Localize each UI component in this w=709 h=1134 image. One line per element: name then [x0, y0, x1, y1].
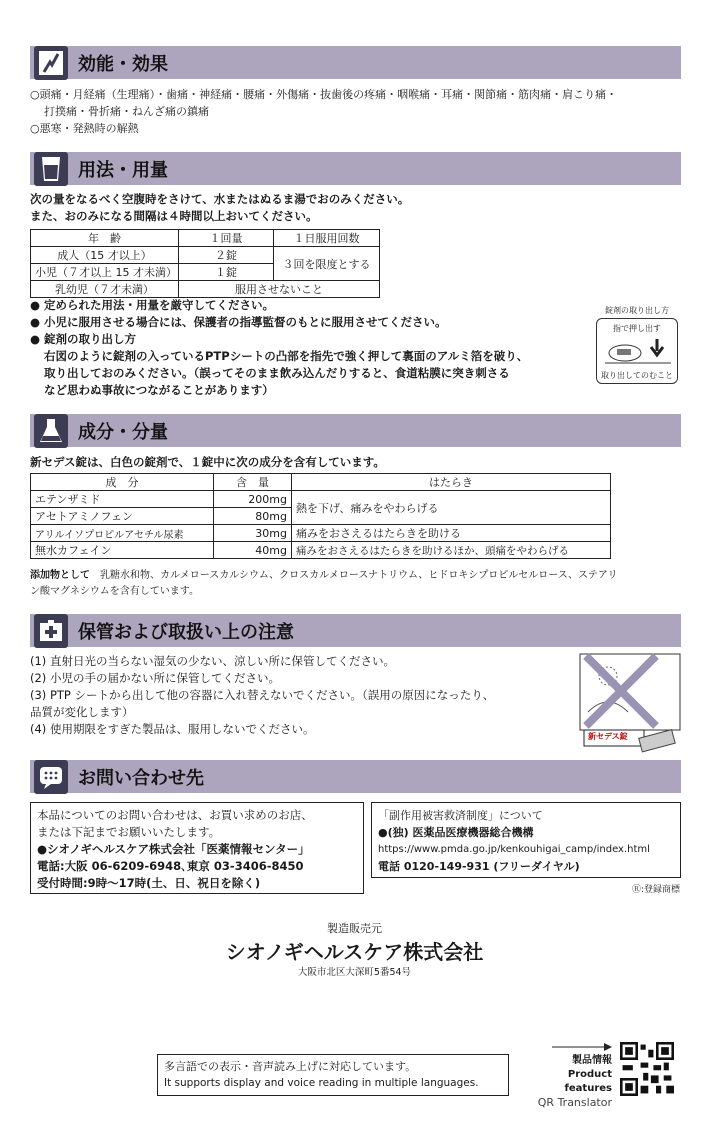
- dosage-times-merged: ３回を限度とする: [274, 247, 380, 281]
- qr-notice-en: It supports display and voice reading in multiple languages.: [164, 1077, 479, 1089]
- ingredients-header-amount: 含 量: [214, 474, 292, 491]
- flask-icon: [34, 414, 68, 448]
- storage-item-3b: 品質が変化します）: [30, 705, 134, 719]
- dosage-intro2: また、おのみになる間隔は４時間以上おいてください。: [30, 209, 318, 223]
- storage-item-4: (4) 使用期限をすぎた製品は、服用しないでください。: [30, 722, 315, 736]
- trademark-note: Ⓡ:登録商標: [631, 885, 680, 895]
- efficacy-title: 効能・効果: [78, 53, 168, 75]
- efficacy-line2: 打撲痛・骨折痛・ねんざ痛の鎮痛: [44, 105, 209, 118]
- qr-label-en: Product features: [564, 1069, 612, 1094]
- contact-right-url[interactable]: https://www.pmda.go.jp/kenkouhigai_camp/index.html: [378, 844, 650, 855]
- efficacy-header: [30, 46, 681, 79]
- storage-header: [30, 614, 681, 647]
- ptp-sheet-icon: [603, 337, 673, 367]
- dosage-title: 用法・用量: [78, 159, 168, 181]
- contact-left-phone: 電話:大阪 06-6209-6948､東京 03-3406-8450: [37, 859, 304, 873]
- storage-item-3: (3) PTP シートから出して他の容器に入れ替えないでください。（誤用の原因になったり、: [30, 688, 495, 702]
- ingredients-header-name: 成 分: [31, 474, 214, 491]
- efficacy-line1: ○頭痛・月経痛（生理痛）・歯痛・神経痛・腰痛・外傷痛・抜歯後の疼痛・咽喉痛・耳痛・関節痛・筋肉痛・肩こり痛・: [30, 88, 618, 101]
- ingredient-amount: 200mg: [214, 491, 292, 508]
- ingredient-effect: 痛みをおさえるはたらきを助けるほか、頭痛をやわらげる: [292, 542, 611, 559]
- contact-right-phone: 電話 0120-149-931 (フリーダイヤル): [378, 860, 580, 873]
- contact-right-line1: 「副作用被害救済制度」について: [378, 809, 543, 822]
- qr-notice-box: [157, 1054, 509, 1096]
- ingredient-effect-merged: 熱を下げ、痛みをやわらげる: [292, 491, 611, 525]
- ingredient-amount: 40mg: [214, 542, 292, 559]
- contact-title: お問い合わせ先: [78, 767, 204, 789]
- ingredients-title: 成分・分量: [78, 421, 168, 443]
- ptp-press-label: 指で押し出す: [613, 324, 661, 333]
- ptp-caption: 錠剤の取り出し方: [605, 306, 669, 315]
- contact-left-hours: 受付時間:9時～17時(土、日、祝日を除く): [37, 876, 261, 890]
- ingredient-effect: 痛みをおさえるはたらきを助ける: [292, 525, 611, 542]
- storage-item-1: (1) 直射日光の当らない湿気の少ない、涼しい所に保管してください。: [30, 654, 395, 668]
- maker-label: 製造販売元: [327, 922, 382, 935]
- dosage-howto-3: など思わぬ事故につながることがあります）: [44, 383, 274, 397]
- contact-left-line1: 本品についてのお問い合わせは、お買い求めのお店、: [37, 808, 313, 822]
- contact-left-line2: または下記までお願いいたします。: [37, 825, 221, 839]
- ingredients-table: [30, 473, 611, 559]
- additives-line1: [30, 567, 617, 584]
- ingredient-amount: 80mg: [214, 508, 292, 525]
- no-sunlight-illustration: [578, 652, 682, 756]
- contact-right-org: ●(独) 医薬品医療機器総合機構: [378, 826, 534, 839]
- ingredient-name: 無水カフェイン: [31, 542, 214, 559]
- additives-line2: ン酸マグネシウムを含有しています。: [30, 586, 199, 597]
- dosage-header-amount: １回量: [179, 230, 274, 247]
- efficacy-line3: ○悪寒・発熱時の解熱: [30, 122, 139, 135]
- ingredient-name: エテンザミド: [31, 491, 214, 508]
- qr-label-jp: 製品情報: [572, 1055, 612, 1066]
- dosage-row-child-age: 小児（７才以上 15 才未満）: [31, 264, 179, 281]
- arrow-right-icon: [552, 1043, 612, 1051]
- qr-labels: [520, 1040, 612, 1110]
- ingredient-amount: 30mg: [214, 525, 292, 542]
- first-aid-box-icon: [34, 614, 68, 648]
- glass-icon: [34, 152, 68, 186]
- dosage-bullet-2: ● 小児に服用させる場合には、保護者の指導監督のもとに服用させてください。: [30, 315, 447, 329]
- ptp-take-label: 取り出してのむこと: [601, 371, 673, 380]
- dosage-row-infant-age: 乳幼児（７才未満）: [31, 281, 179, 298]
- dosage-row-child-amount: １錠: [179, 264, 274, 281]
- qr-notice-jp: 多言語での表示・音声読み上げに対応しています。: [164, 1060, 417, 1073]
- ingredients-header: [30, 414, 681, 447]
- dosage-row-infant-note: 服用させないこと: [179, 281, 380, 298]
- additives-text-1: 乳糖水和物、カルメロースカルシウム、クロスカルメロースナトリウム、ヒドロキシプロピルセルロース、ステアリ: [90, 570, 618, 581]
- lightning-icon: [34, 46, 68, 80]
- dosage-row-adult-age: 成人（15 才以上）: [31, 247, 179, 264]
- contact-left-line3: ●シオノギヘルスケア株式会社「医薬情報センター」: [37, 842, 310, 856]
- dosage-intro1: 次の量をなるべく空腹時をさけて、水またはぬるま湯でおのみください。: [30, 192, 410, 206]
- dosage-howto-2: 取り出しておのみください。（誤ってそのまま飲み込んだりすると、食道粘膜に突き刺さる: [44, 366, 510, 380]
- dosage-header-age: 年 齢: [31, 230, 179, 247]
- ingredient-name: アリルイソプロピルアセチル尿素: [31, 525, 214, 542]
- dosage-header-times: １日服用回数: [274, 230, 380, 247]
- additives-label: 添加物として: [30, 570, 90, 581]
- ingredients-intro: 新セデス錠は、白色の錠剤で、１錠中に次の成分を含有しています。: [30, 455, 385, 469]
- contact-header: [30, 760, 681, 793]
- ingredients-header-effect: はたらき: [292, 474, 611, 491]
- speech-bubble-icon: [34, 760, 68, 794]
- dosage-bullet-1: ● 定められた用法・用量を厳守してください。: [30, 298, 275, 312]
- maker-name: シオノギヘルスケア株式会社: [225, 940, 484, 964]
- box-label: 新セデス錠: [588, 732, 628, 741]
- contact-relief-box: [371, 802, 681, 878]
- dosage-table: [30, 229, 380, 298]
- dosage-bullet-3: ● 錠剤の取り出し方: [30, 332, 137, 346]
- dosage-howto-1: 右図のように錠剤の入っているPTPシートの凸部を指先で強く押して裏面のアルミ箔を破り、: [44, 349, 529, 363]
- maker-address: 大阪市北区大深町5番54号: [297, 967, 412, 978]
- storage-title: 保管および取扱い上の注意: [78, 621, 294, 643]
- contact-store-box: [30, 802, 364, 894]
- storage-item-2: (2) 小児の手の届かない所に保管してください。: [30, 671, 280, 685]
- dosage-header: [30, 152, 681, 185]
- ptp-diagram: [596, 305, 678, 384]
- dosage-row-adult-amount: ２錠: [179, 247, 274, 264]
- qr-brand: QR Translator: [537, 1096, 612, 1109]
- qr-code-icon[interactable]: [620, 1042, 674, 1096]
- ingredient-name: アセトアミノフェン: [31, 508, 214, 525]
